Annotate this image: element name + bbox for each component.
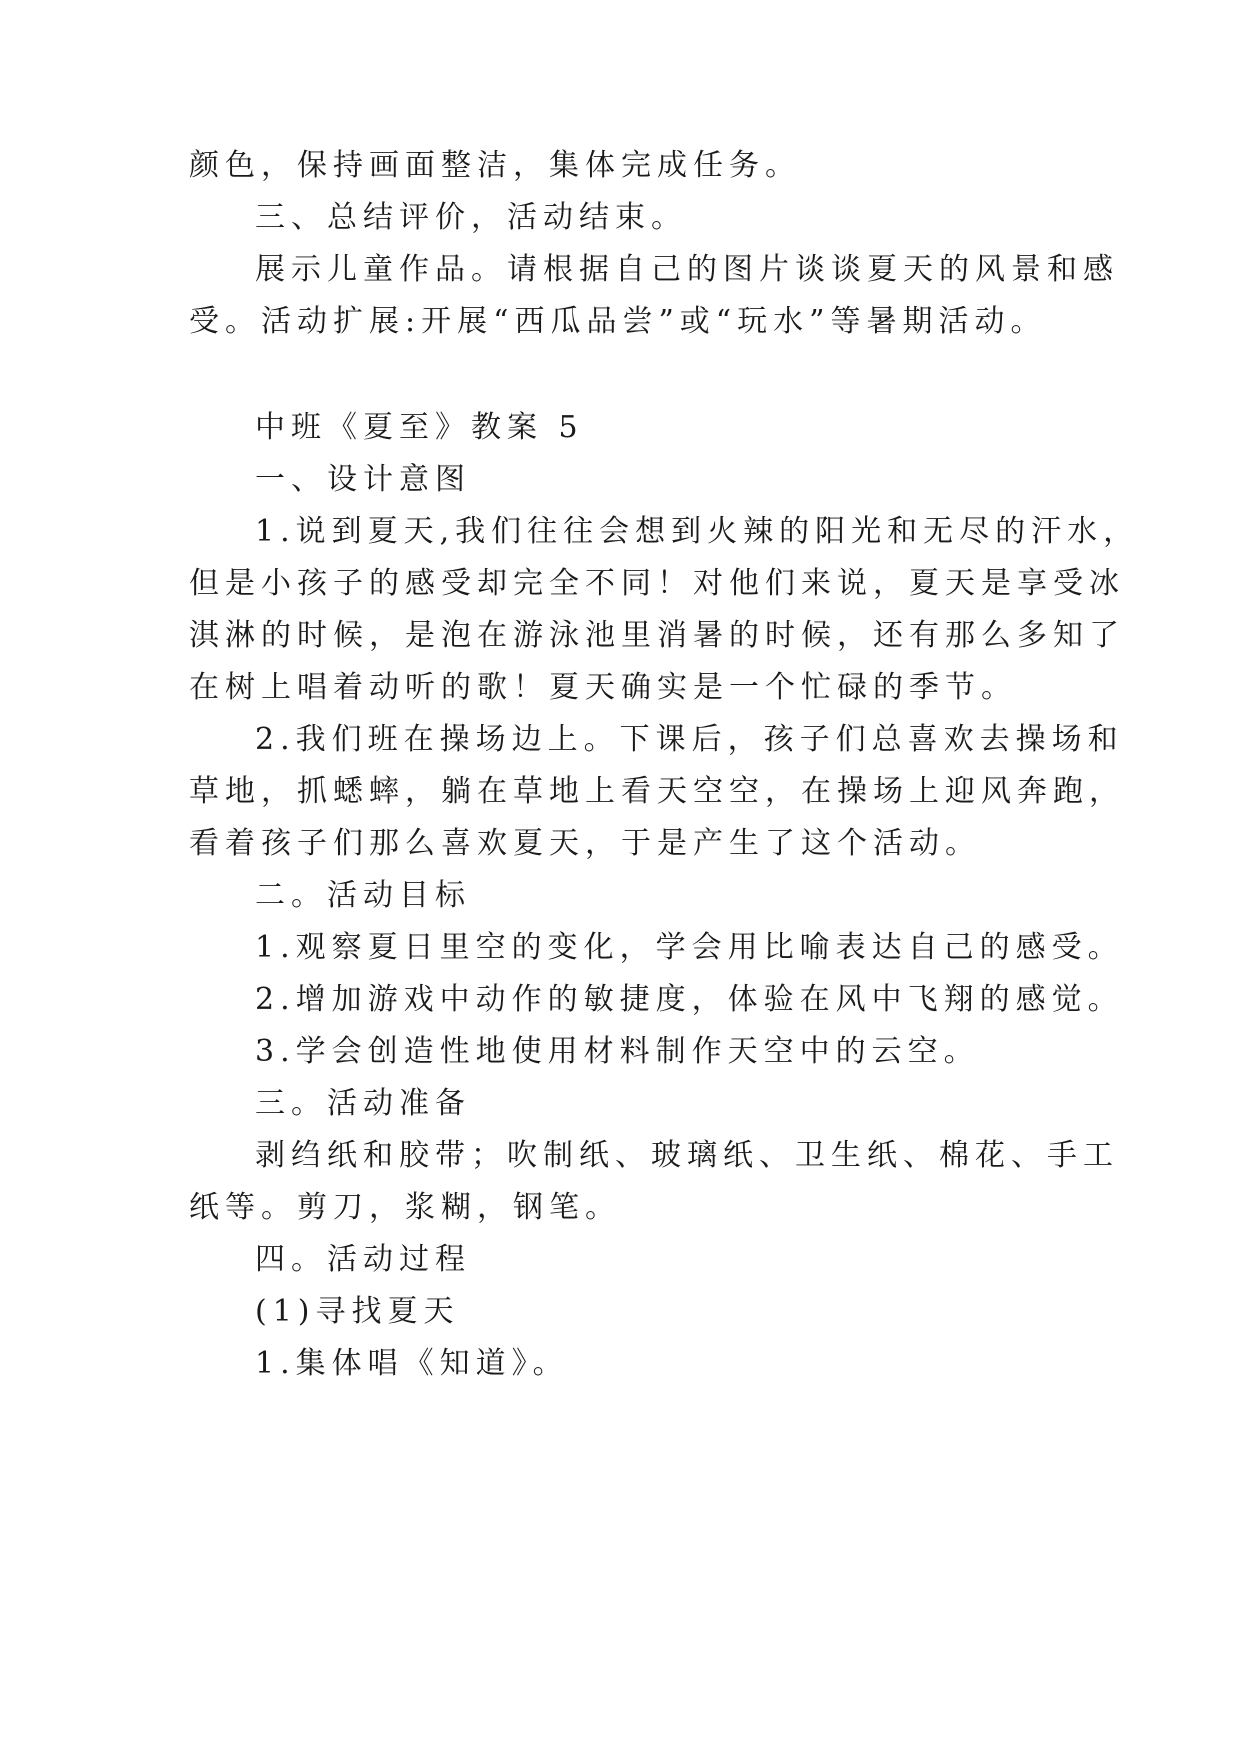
paragraph-line: 受。活动扩展:开展“西瓜品尝”或“玩水”等暑期活动。 bbox=[189, 304, 1047, 339]
paragraph-line: 在树上唱着动听的歌！夏天确实是一个忙碌的季节。 bbox=[189, 670, 1017, 705]
goal-item: 3.学会创造性地使用材料制作天空中的云空。 bbox=[255, 1034, 980, 1069]
document-title: 中班《夏至》教案 5 bbox=[255, 410, 584, 445]
section-heading: 一、设计意图 bbox=[255, 462, 471, 497]
paragraph-line: 但是小孩子的感受却完全不同！对他们来说，夏天是享受冰 bbox=[189, 566, 1125, 601]
goal-item: 1.观察夏日里空的变化，学会用比喻表达自己的感受。 bbox=[255, 930, 1124, 965]
goal-item: 2.增加游戏中动作的敏捷度，体验在风中飞翔的感觉。 bbox=[255, 982, 1124, 1017]
section-heading: 三。活动准备 bbox=[255, 1086, 471, 1121]
paragraph-line: 颜色，保持画面整洁，集体完成任务。 bbox=[189, 148, 801, 183]
paragraph-line: 淇淋的时候，是泡在游泳池里消暑的时候，还有那么多知了 bbox=[189, 618, 1125, 653]
step-item: 1.集体唱《知道》。 bbox=[255, 1346, 569, 1381]
paragraph-line: 剥绉纸和胶带；吹制纸、玻璃纸、卫生纸、棉花、手工 bbox=[255, 1138, 1119, 1173]
paragraph-line: 纸等。剪刀，浆糊，钢笔。 bbox=[189, 1190, 621, 1225]
section-heading: 二。活动目标 bbox=[255, 878, 471, 913]
paragraph-line: 草地，抓蟋蟀，躺在草地上看天空空，在操场上迎风奔跑， bbox=[189, 774, 1125, 809]
paragraph-line: 2.我们班在操场边上。下课后，孩子们总喜欢去操场和 bbox=[255, 722, 1124, 757]
subsection-heading: (1)寻找夏天 bbox=[255, 1294, 460, 1329]
section-heading: 三、总结评价，活动结束。 bbox=[255, 200, 687, 235]
paragraph-line: 展示儿童作品。请根据自己的图片谈谈夏天的风景和感 bbox=[255, 252, 1119, 287]
paragraph-line: 1.说到夏天,我们往往会想到火辣的阳光和无尽的汗水， bbox=[255, 514, 1140, 549]
section-heading: 四。活动过程 bbox=[255, 1242, 471, 1277]
paragraph-line: 看着孩子们那么喜欢夏天，于是产生了这个活动。 bbox=[189, 826, 981, 861]
